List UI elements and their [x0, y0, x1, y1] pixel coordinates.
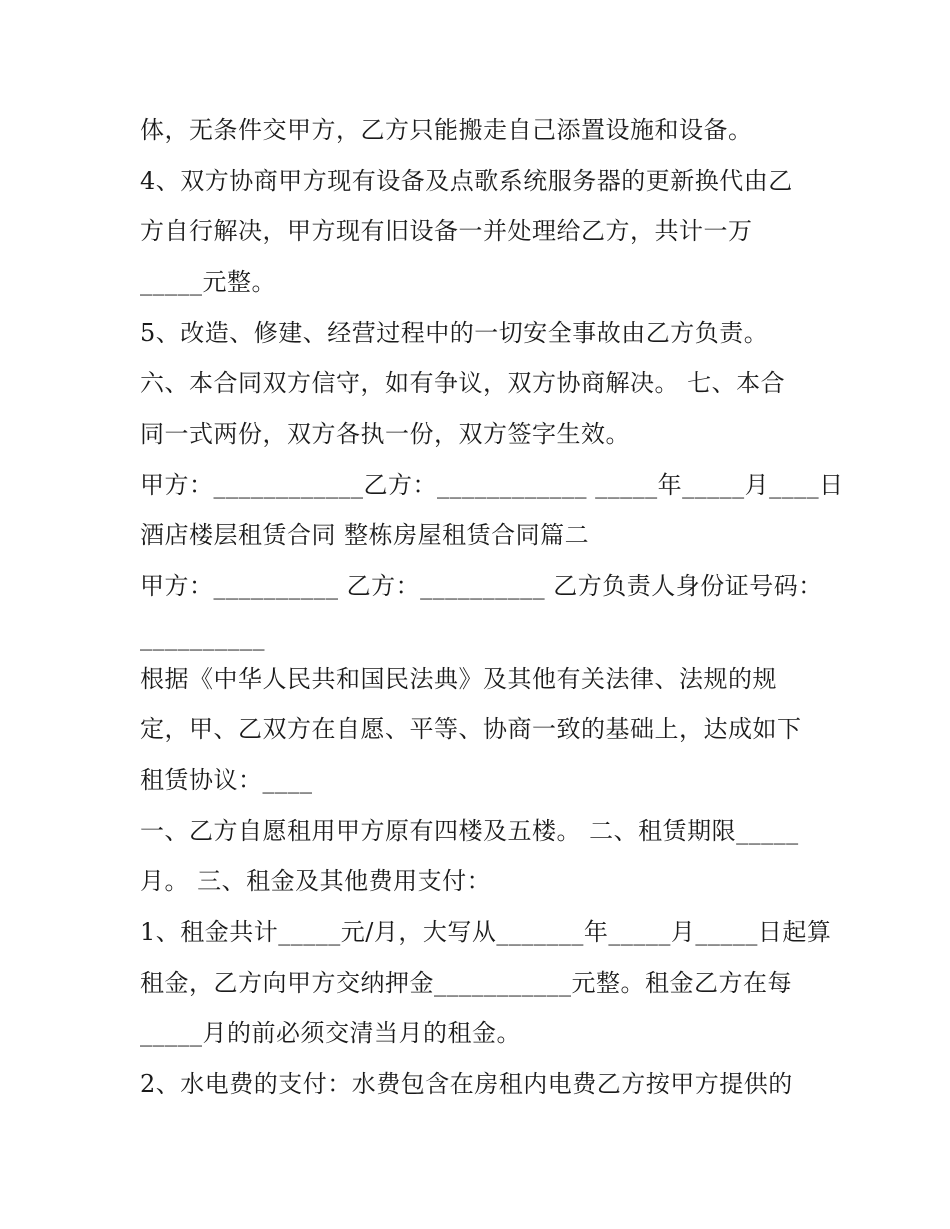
text-line: 租赁协议：____	[140, 766, 313, 794]
text-line: 同一式两份，双方各执一份，双方签字生效。	[140, 420, 630, 448]
text-line: 1、租金共计_____元/月，大写从_______年_____月_____日起算	[140, 918, 832, 946]
text-line: 体，无条件交甲方，乙方只能搬走自己添置设施和设备。	[140, 116, 753, 144]
text-line: _____元整。	[140, 268, 276, 296]
text-line: 甲方：____________乙方：____________ _____年_____月____日	[140, 471, 844, 499]
text-line: 2、水电费的支付：水费包含在房租内电费乙方按甲方提供的	[140, 1070, 793, 1098]
text-line: 六、本合同双方信守，如有争议，双方协商解决。 七、本合	[140, 369, 786, 397]
text-line: _____月的前必须交清当月的租金。	[140, 1019, 521, 1047]
text-line: __________	[140, 623, 265, 651]
section-heading: 酒店楼层租赁合同 整栋房屋租赁合同篇二	[140, 521, 590, 549]
text-line: 4、双方协商甲方现有设备及点歌系统服务器的更新换代由乙	[140, 167, 793, 195]
text-line: 5、改造、修建、经营过程中的一切安全事故由乙方负责。	[140, 319, 769, 347]
text-line: 租金，乙方向甲方交纳押金___________元整。租金乙方在每	[140, 969, 792, 997]
text-line: 甲方：__________ 乙方：__________ 乙方负责人身份证号码：	[140, 572, 823, 600]
text-line: 月。 三、租金及其他费用支付：	[140, 867, 492, 895]
text-line: 一、乙方自愿租用甲方原有四楼及五楼。 二、租赁期限_____	[140, 817, 799, 845]
text-line: 定，甲、乙双方在自愿、平等、协商一致的基础上，达成如下	[140, 715, 802, 743]
text-line: 根据《中华人民共和国民法典》及其他有关法律、法规的规	[140, 665, 777, 693]
text-line: 方自行解决，甲方现有旧设备一并处理给乙方，共计一万	[140, 217, 753, 245]
